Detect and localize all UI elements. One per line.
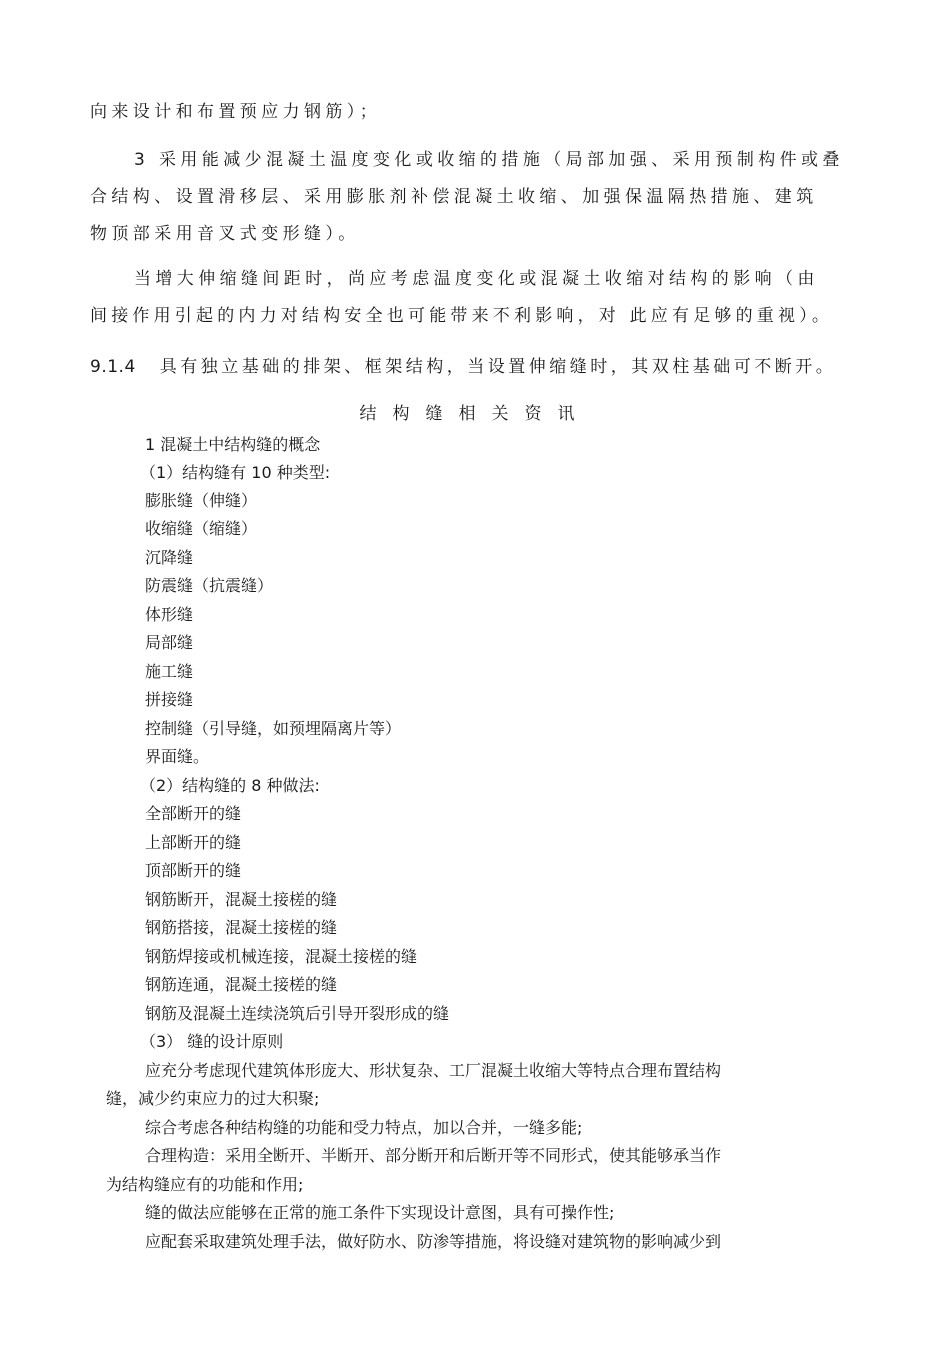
- body-line: 收缩缝（缩缝）: [145, 519, 258, 538]
- body-line: 局部缝: [145, 633, 194, 652]
- body-line: 缝，减少约束应力的过大积聚;: [106, 1089, 320, 1108]
- body-line: 防震缝（抗震缝）: [145, 576, 274, 595]
- body-line: 应充分考虑现代建筑体形庞大、形状复杂、工厂混凝土收缩大等特点合理布置结构: [145, 1061, 722, 1080]
- body-line: 膨胀缝（伸缝）: [145, 491, 258, 510]
- body-line: 顶部断开的缝: [145, 861, 242, 880]
- paragraph-line: 物顶部采用音叉式变形缝）。: [90, 224, 360, 244]
- body-line: 钢筋焊接或机械连接，混凝土接槎的缝: [145, 947, 418, 966]
- body-line: 为结构缝应有的功能和作用;: [106, 1175, 304, 1194]
- body-line: 钢筋搭接，混凝土接槎的缝: [145, 918, 338, 937]
- body-line: 上部断开的缝: [145, 833, 242, 852]
- body-line: 综合考虑各种结构缝的功能和受力特点，加以合并，一缝多能;: [145, 1118, 583, 1137]
- body-line: （2）结构缝的 8 种做法:: [140, 776, 320, 795]
- paragraph-line: 向来设计和布置预应力钢筋）；: [90, 102, 382, 122]
- body-line: 钢筋连通，混凝土接槎的缝: [145, 975, 338, 994]
- body-line: 施工缝: [145, 662, 194, 681]
- body-line: 沉降缝: [145, 548, 194, 567]
- body-line: 缝的做法应能够在正常的施工条件下实现设计意图，具有可操作性;: [145, 1203, 615, 1222]
- body-line: 钢筋断开，混凝土接槎的缝: [145, 890, 338, 909]
- body-line: 拼接缝: [145, 690, 194, 709]
- paragraph-line: 间接作用引起的内力对结构安全也可能带来不利影响，对 此应有足够的重视）。: [90, 306, 834, 326]
- body-line: 体形缝: [145, 605, 194, 624]
- body-line: 控制缝（引导缝，如预埋隔离片等）: [145, 719, 402, 738]
- body-line: 钢筋及混凝土连续浇筑后引导开裂形成的缝: [145, 1004, 450, 1023]
- body-line: 合理构造：采用全断开、半断开、部分断开和后断开等不同形式，使其能够承当作: [145, 1146, 722, 1165]
- clause-9-1-4: [90, 352, 836, 377]
- body-line: （3） 缝的设计原则: [140, 1032, 284, 1051]
- body-line: 界面缝。: [145, 747, 210, 766]
- paragraph-line: 合结构、设置滑移层、采用膨胀剂补偿混凝土收缩、加强保温隔热措施、建筑: [90, 187, 818, 207]
- paragraph-line: 3 采用能减少混凝土温度变化或收缩的措施（局部加强、采用预制构件或叠: [134, 150, 844, 170]
- section-title: 结构缝相关资讯: [359, 404, 591, 424]
- clause-text: 具有独立基础的排架、框架结构，当设置伸缩缝时，其双柱基础可不断开。: [159, 357, 837, 377]
- body-line: 应配套采取建筑处理手法，做好防水、防渗等措施，将设缝对建筑物的影响减少到: [145, 1232, 722, 1251]
- paragraph-line: 当增大伸缩缝间距时，尚应考虑温度变化或混凝土收缩对结构的影响（由: [134, 269, 819, 289]
- body-line: 1 混凝土中结构缝的概念: [145, 435, 321, 454]
- body-line: （1）结构缝有 10 种类型:: [140, 463, 331, 482]
- body-line: 全部断开的缝: [145, 804, 242, 823]
- clause-number: 9.1.4: [90, 357, 136, 377]
